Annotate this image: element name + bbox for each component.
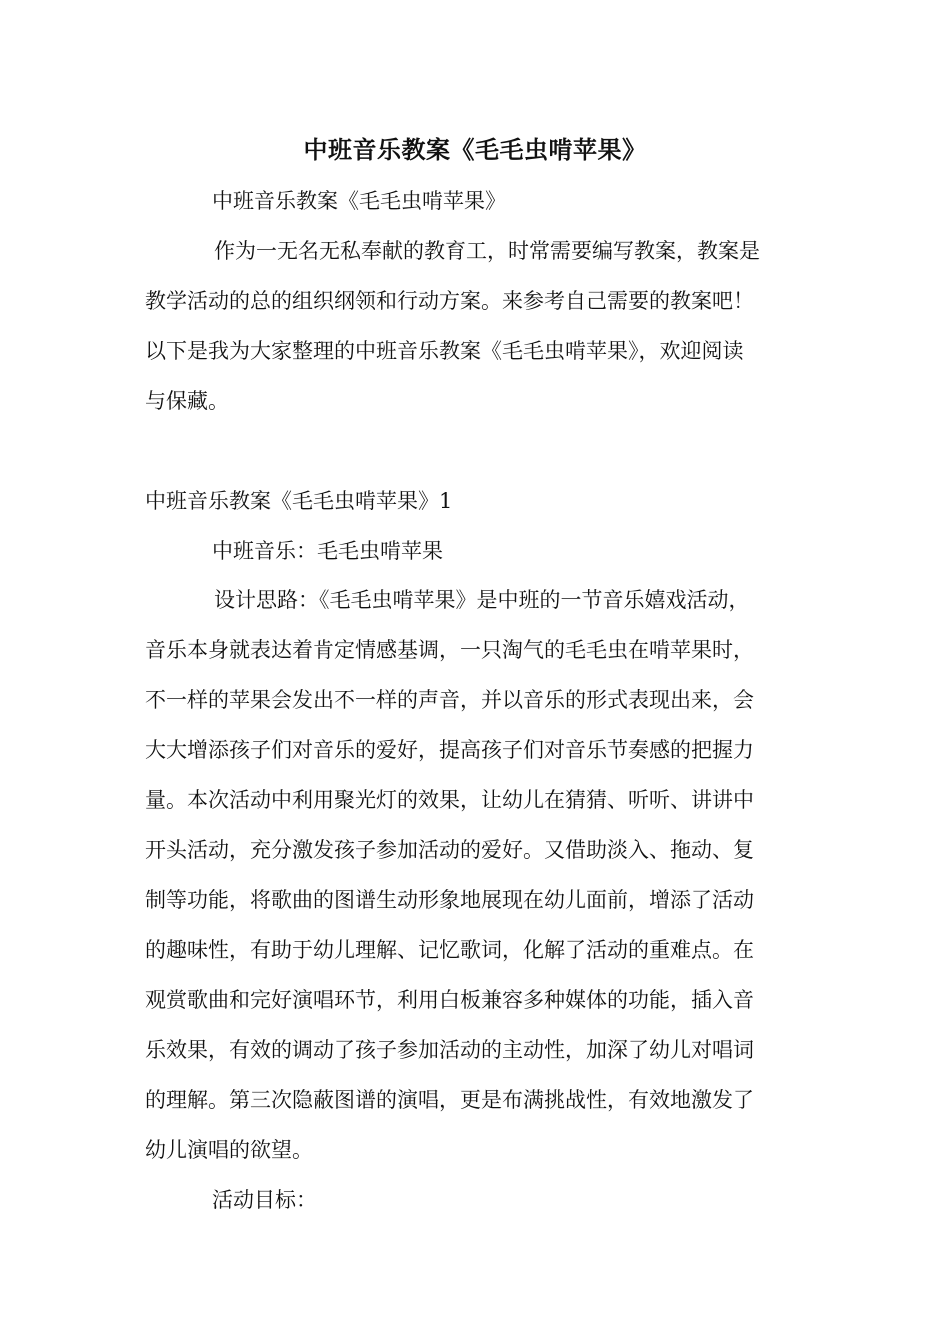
intro-line-2: 教学活动的总的组织纲领和行动方案。来参考自己需要的教案吧！ xyxy=(145,289,754,313)
design-line-8: 的趣味性，有助于幼儿理解、记忆歌词，化解了活动的重难点。在 xyxy=(145,938,754,962)
intro-line-4: 与保藏。 xyxy=(145,389,229,413)
design-line-1: 设计思路：《毛毛虫啃苹果》是中班的一节音乐嬉戏活动， xyxy=(214,588,750,612)
design-line-10: 乐效果，有效的调动了孩子参加活动的主动性，加深了幼儿对唱词 xyxy=(145,1038,754,1062)
design-line-12: 幼儿演唱的欲望。 xyxy=(145,1138,313,1162)
design-line-4: 大大增添孩子们对音乐的爱好，提高孩子们对音乐节奏感的把握力 xyxy=(145,738,754,762)
lesson-title: 中班音乐：毛毛虫啃苹果 xyxy=(212,539,443,563)
design-line-5: 量。本次活动中利用聚光灯的效果，让幼儿在猜猜、听听、讲讲中 xyxy=(145,788,754,812)
design-line-9: 观赏歌曲和完好演唱环节，利用白板兼容多种媒体的功能，插入音 xyxy=(145,988,754,1012)
design-line-11: 的理解。第三次隐蔽图谱的演唱，更是布满挑战性，有效地激发了 xyxy=(145,1088,754,1112)
subtitle-line: 中班音乐教案《毛毛虫啃苹果》 xyxy=(212,189,506,213)
section-heading: 中班音乐教案《毛毛虫啃苹果》1 xyxy=(145,489,453,513)
intro-line-1: 作为一无名无私奉献的教育工，时常需要编写教案，教案是 xyxy=(214,239,760,263)
objectives-heading: 活动目标： xyxy=(212,1188,317,1212)
document-title: 中班音乐教案《毛毛虫啃苹果》 xyxy=(303,135,647,164)
design-line-6: 开头活动，充分激发孩子参加活动的爱好。又借助淡入、拖动、复 xyxy=(145,838,754,862)
design-line-2: 音乐本身就表达着肯定情感基调，一只淘气的毛毛虫在啃苹果时， xyxy=(145,638,754,662)
design-line-3: 不一样的苹果会发出不一样的声音，并以音乐的形式表现出来，会 xyxy=(145,688,754,712)
design-line-7: 制等功能，将歌曲的图谱生动形象地展现在幼儿面前，增添了活动 xyxy=(145,888,754,912)
intro-line-3: 以下是我为大家整理的中班音乐教案《毛毛虫啃苹果》，欢迎阅读 xyxy=(145,339,744,363)
